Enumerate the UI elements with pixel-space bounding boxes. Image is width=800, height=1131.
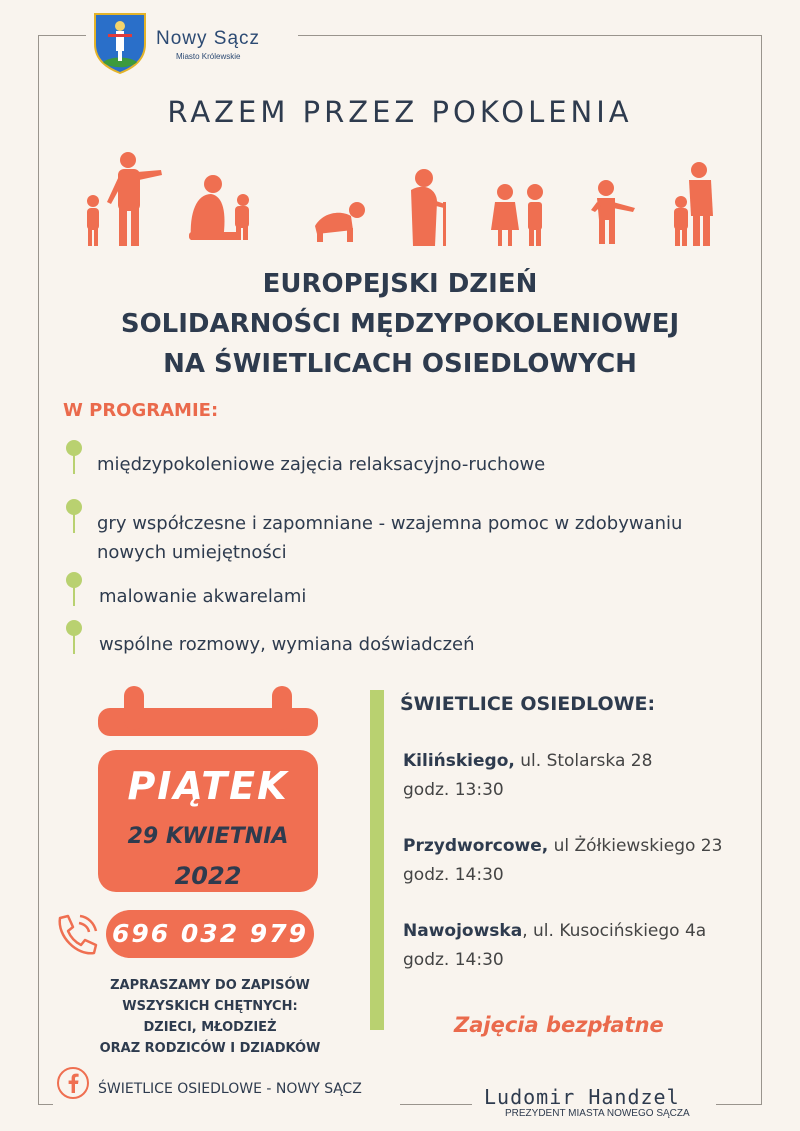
frame-top-left <box>38 35 86 36</box>
signature-title: PREZYDENT MIASTA NOWEGO SĄCZA <box>505 1108 690 1119</box>
program-item-text: malowanie akwarelami <box>99 586 307 607</box>
program-item-text: międzypokoleniowe zajęcia relaksacyjno-ruchowe <box>97 454 546 475</box>
place-address: , ul. Kusocińskiego 4a <box>522 921 707 941</box>
event-date: 29 KWIETNIA <box>127 824 289 849</box>
place-name: Kilińskiego, <box>403 751 515 771</box>
divider-bar <box>370 690 384 1030</box>
place-item <box>403 917 783 975</box>
frame-bottom-mid <box>400 1104 472 1105</box>
invite-line-1: ZAPRASZAMY DO ZAPISÓW <box>110 978 310 993</box>
free-note: Zajęcia bezpłatne <box>454 1013 664 1037</box>
frame-top-right <box>298 35 762 36</box>
map-pin-icon <box>62 497 86 533</box>
map-pin-icon <box>62 570 86 606</box>
places-heading: ŚWIETLICE OSIEDLOWE: <box>400 693 656 715</box>
place-name: Nawojowska <box>403 921 523 941</box>
program-item-text: gry współczesne i zapomniane - wzajemna pomoc w zdobywaniu <box>97 513 683 534</box>
place-address: ul Żółkiewskiego 23 <box>548 836 723 856</box>
place-name: Przydworcowe, <box>403 836 549 856</box>
phone-number[interactable]: 696 032 979 <box>106 910 314 958</box>
event-title <box>0 264 800 384</box>
event-year: 2022 <box>174 862 242 890</box>
program-item-text: wspólne rozmowy, wymiana doświadczeń <box>99 634 475 655</box>
place-item <box>403 832 783 890</box>
place-time: godz. 14:30 <box>403 865 504 885</box>
place-time: godz. 13:30 <box>403 780 504 800</box>
place-item <box>403 747 783 805</box>
place-time: godz. 14:30 <box>403 950 504 970</box>
generations-illustration <box>85 150 725 250</box>
city-name: Nowy Sącz <box>156 28 261 49</box>
frame-bottom-left <box>38 1104 53 1105</box>
facebook-icon[interactable] <box>56 1066 90 1100</box>
map-pin-icon <box>62 618 86 654</box>
title-line-1: EUROPEJSKI DZIEŃ <box>262 269 538 299</box>
program-heading: W PROGRAMIE: <box>63 400 219 421</box>
invitation-text <box>60 975 360 1059</box>
event-day: PIĄTEK <box>127 764 289 808</box>
frame-bottom-right <box>716 1104 762 1105</box>
map-pin-icon <box>62 438 86 474</box>
signature-name: Ludomir Handzel <box>484 1085 680 1109</box>
phone-icon <box>52 912 100 960</box>
invite-line-4: ORAZ RODZICÓW I DZIADKÓW <box>99 1041 321 1056</box>
facebook-label[interactable]: ŚWIETLICE OSIEDLOWE - NOWY SĄCZ <box>98 1081 362 1097</box>
invite-line-3: DZIECI, MŁODZIEŻ <box>143 1020 277 1035</box>
title-line-3: NA ŚWIETLICACH OSIEDLOWYCH <box>163 349 637 379</box>
program-item-text-cont: nowych umiejętności <box>97 542 287 563</box>
coat-of-arms-icon <box>93 12 147 74</box>
place-address: ul. Stolarska 28 <box>514 751 653 771</box>
invite-line-2: WSZYSKICH CHĘTNYCH: <box>122 999 298 1014</box>
title-line-2: SOLIDARNOŚCI MĘDZYPOKOLENIOWEJ <box>120 309 680 339</box>
headline: RAZEM PRZEZ POKOLENIA <box>167 95 633 129</box>
city-subtitle: Miasto Królewskie <box>176 52 241 61</box>
frame-left <box>38 35 39 1105</box>
